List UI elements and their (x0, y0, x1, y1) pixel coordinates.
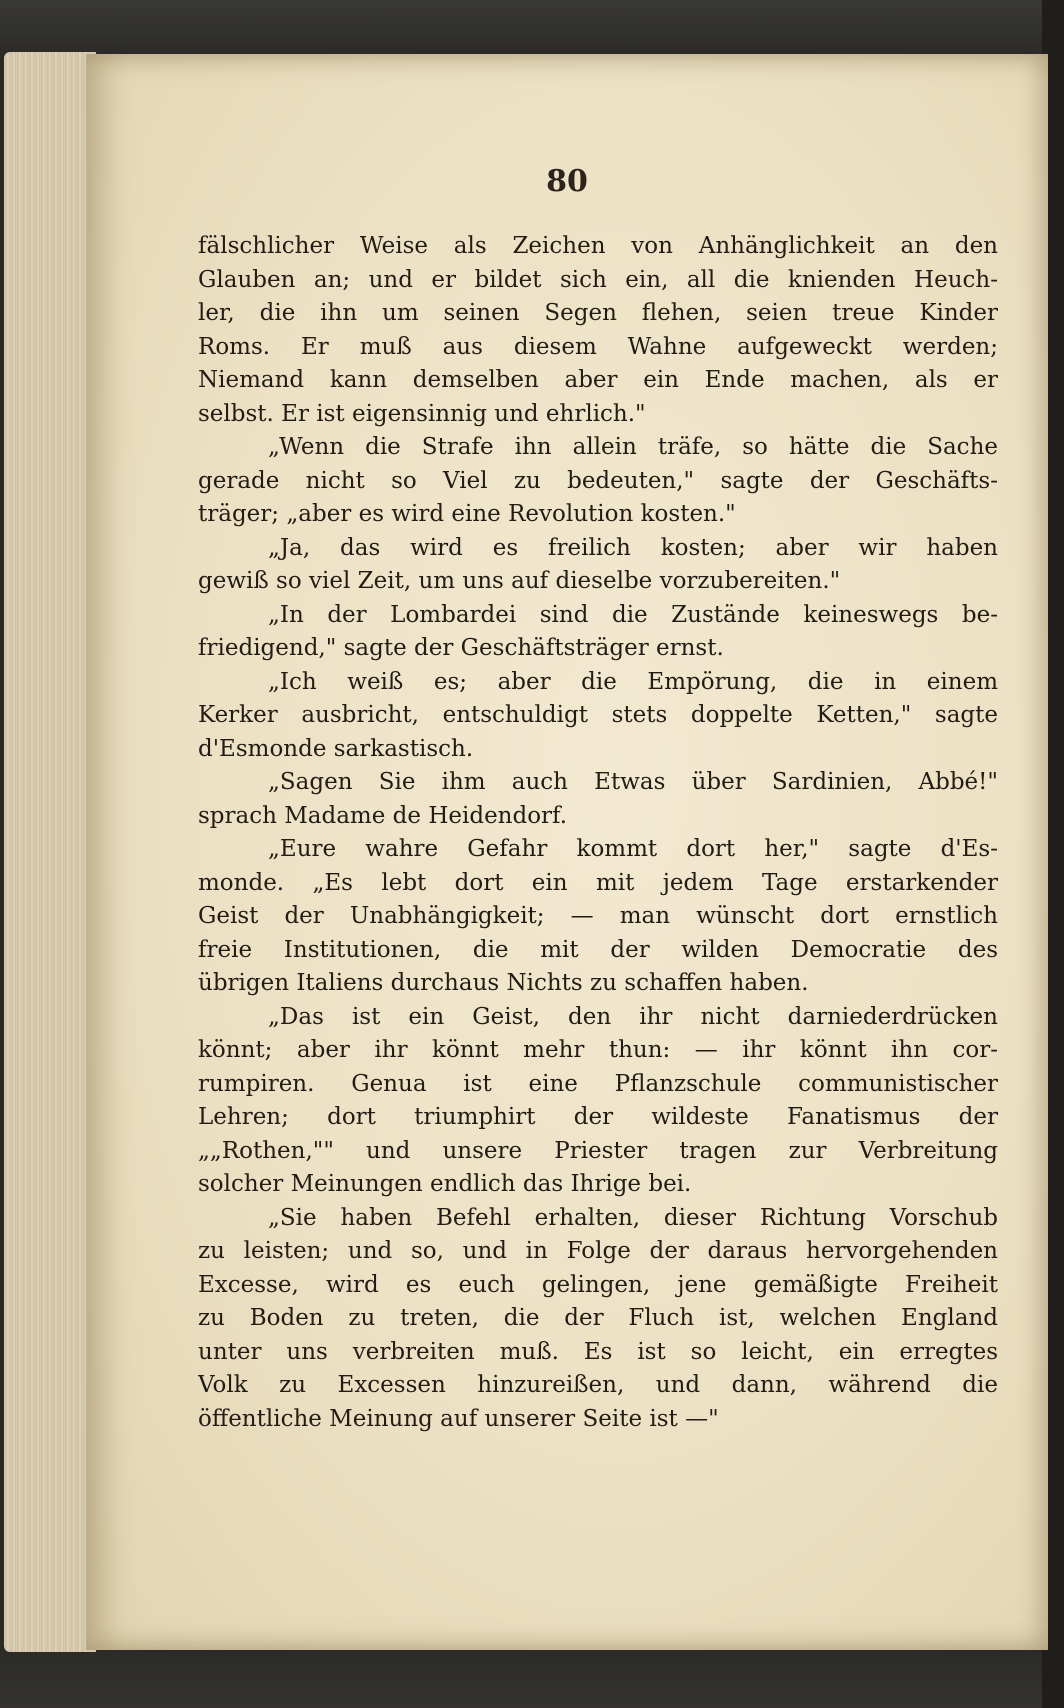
text-line: zu leisten; und so, und in Folge der daraus hervorgehenden (198, 1238, 998, 1264)
text-line: gewiß so viel Zeit, um uns auf dieselbe vorzubereiten." (198, 568, 841, 594)
text-line: unter uns verbreiten muß. Es ist so leicht, ein erregtes (198, 1338, 998, 1365)
text-line: rumpiren. Genua ist eine Pflanzschule communistischer (198, 1070, 998, 1097)
text-line: Excesse, wird es euch gelingen, jene gemäßigte Freiheit (198, 1271, 998, 1298)
text-line: „„Rothen,"" und unsere Priester tragen zur Verbreitung (198, 1137, 998, 1164)
page-edges (4, 52, 96, 1652)
text-line: öffentliche Meinung auf unserer Seite ist —" (198, 1405, 719, 1432)
text-line: übrigen Italiens durchaus Nichts zu schaffen haben. (198, 970, 809, 996)
text-line: zu Boden zu treten, die der Fluch ist, welchen England (198, 1305, 998, 1331)
text-line: Roms. Er muß aus diesem Wahne aufgeweckt werden; (198, 333, 998, 360)
text-line: gerade nicht so Viel zu bedeuten," sagte der Geschäfts- (198, 467, 998, 494)
text-line: selbst. Er ist eigensinnig und ehrlich." (198, 400, 646, 427)
text-line: fälschlicher Weise als Zeichen von Anhänglichkeit an den (198, 233, 998, 259)
text-line: Volk zu Excessen hinzureißen, und dann, während die (198, 1372, 998, 1398)
text-line: monde. „Es lebt dort ein mit jedem Tage erstarkender (198, 869, 998, 896)
text-line: „Sagen Sie ihm auch Etwas über Sardinien, Abbé!" (268, 769, 998, 795)
book-page (86, 54, 1048, 1650)
text-line: „In der Lombardei sind die Zustände keineswegs be- (268, 601, 998, 628)
text-line: freie Institutionen, die mit der wilden Democratie des (198, 936, 998, 963)
text-line: Kerker ausbricht, entschuldigt stets doppelte Ketten," sagte (198, 702, 998, 728)
text-line: d'Esmonde sarkastisch. (198, 735, 474, 762)
text-line: „Sie haben Befehl erhalten, dieser Richtung Vorschub (268, 1204, 998, 1231)
text-line: „Das ist ein Geist, den ihr nicht darniederdrücken (268, 1003, 998, 1030)
text-line: Niemand kann demselben aber ein Ende machen, als er (198, 367, 998, 393)
text-line: „Wenn die Strafe ihn allein träfe, so hätte die Sache (268, 434, 998, 460)
text-line: träger; „aber es wird eine Revolution kosten." (198, 501, 736, 527)
page-number: 80 (546, 164, 588, 199)
text-line: „Eure wahre Gefahr kommt dort her," sagte d'Es- (268, 836, 998, 862)
text-line: könnt; aber ihr könnt mehr thun: — ihr könnt ihn cor- (198, 1037, 998, 1063)
text-line: solcher Meinungen endlich das Ihrige bei. (198, 1171, 692, 1197)
text-line: Lehren; dort triumphirt der wildeste Fanatismus der (198, 1104, 998, 1130)
text-line: Glauben an; und er bildet sich ein, all die knienden Heuch- (198, 266, 998, 293)
text-line: friedigend," sagte der Geschäftsträger ernst. (198, 635, 724, 661)
text-line: Geist der Unabhängigkeit; — man wünscht dort ernstlich (198, 903, 998, 929)
text-line: sprach Madame de Heidendorf. (198, 802, 568, 829)
body-text (198, 230, 998, 1436)
text-line: „Ich weiß es; aber die Empörung, die in einem (268, 668, 998, 695)
text-line: ler, die ihn um seinen Segen flehen, seien treue Kinder (198, 300, 998, 326)
text-line: „Ja, das wird es freilich kosten; aber wir haben (268, 534, 998, 561)
